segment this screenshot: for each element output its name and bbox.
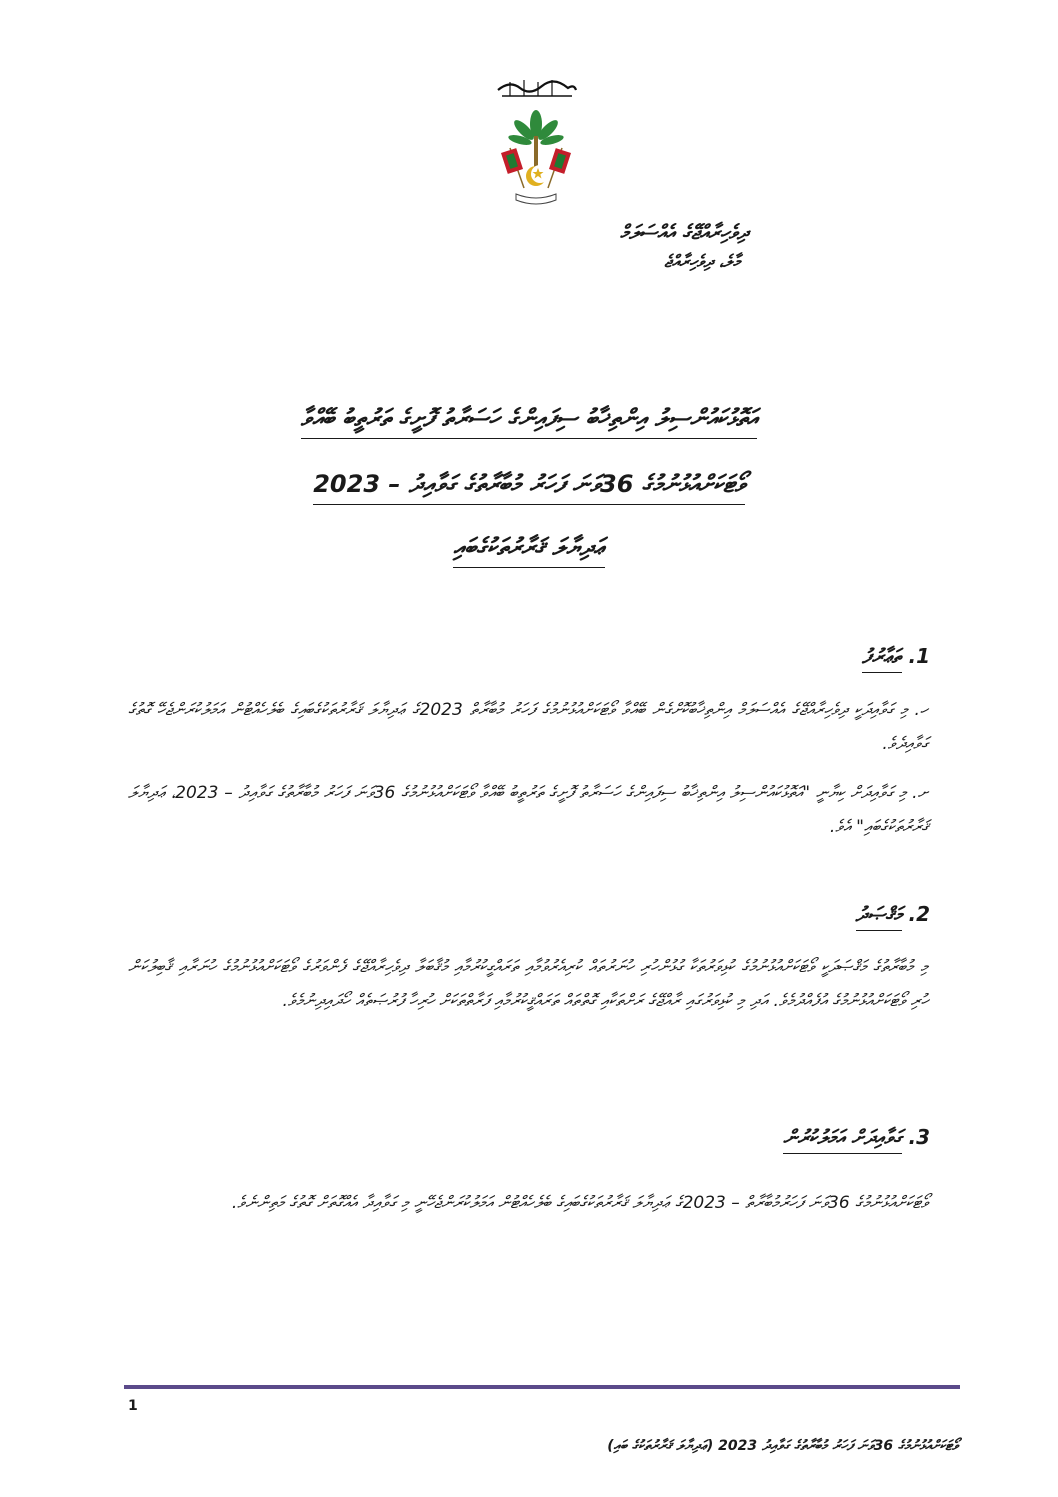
footer-rule	[124, 1385, 960, 1389]
page-number: 1	[128, 1398, 138, 1414]
document-title-line-1: އަތޮޅުކައުންސިލު އިންތިޚާބު ސިފައިންގެ ހަސަރާތު ފޮށީގެ ތަރުތީބު ބޭއްވާ	[0, 404, 1058, 439]
document-title-line-3: ޢަދިޔާލަ ޤަރާރުތަކުގެބައި	[0, 533, 1058, 568]
section-3-paragraph: ވޯޓަކަށްއުޅުނުމުގެ 36ވަނަ ފަހަރުމުބާރާތް – 2023ގެ ޢަދިޔާލަ ޤަރާރުތަކުގެބައިގެ ބެލެހެއްޓުން އަމަލުކުރަންޖެހޭނީ މި ގަވާއިދާ އެއްގޮތަށް ގޮތުގެ މަތިންނެވެ.	[231, 1193, 928, 1213]
section-1-paragraph-a: ހ. މި ގަވާއިދަކީ ދިވެހިރާއްޖޭގެ އެއްސަލަމް އިންތިޚާބުކޮށްގެން ބޭއްވާ ވޯޓަކަށްއުޅުނުމުގެ ފަހަރު މުބާރާތް 2023ގެ ޢަދިޔާލަ ޤަރާރުތަކުގެބައިގެ ބެލެހެއްޓުން އަމަލުކުރަންޖެހޭ ގޮތުގެ ގަވާއިދެވެ.	[128, 700, 928, 754]
location-line: މާލެ، ދިވެހިރާއްޖެ	[664, 252, 740, 272]
section-title: ތަޢާރުފު	[862, 644, 901, 673]
section-number: 3.	[908, 1125, 930, 1149]
national-emblem-icon	[490, 76, 582, 208]
section-heading-3	[783, 1125, 930, 1154]
footer-caption: ވޯޓަކަށްއުޅުނުމުގެ 36ވަނަ ފަހަރު މުބާރާތުގެ ގަވާއިދު 2023 (ޢަދިޔާލަ ޤަރާރުތަކުގެ ބައި)	[607, 1438, 958, 1454]
document-title-line-2: ވޯޓަކަށްއުޅުނުމުގެ 36ވަނަ ފަހަރު މުބާރާތުގެ ގަވާއިދު – 2023	[0, 470, 1058, 505]
section-1-paragraph-b: ށ. މި ގަވާއިދަށް ކިޔާނީ "އަތޮޅުކައުންސިލު އިންތިޚާބު ސިފައިންގެ ހަސަރާތު ފޮށީގެ ތަރުތީބު ބޭއްވާ ވޯޓަކަށްއުޅުނުމުގެ 36ވަނަ ފަހަރު މުބާރާތުގެ ގަވާއިދު – 2023، ޢަދިޔާލަ ޤަރާރުތަކުގެބައި" އެވެ.	[128, 783, 928, 837]
section-heading-2	[856, 902, 930, 931]
section-title: މަޤްޞަދު	[856, 902, 902, 931]
section-number: 1.	[908, 644, 930, 668]
section-heading-1	[862, 644, 930, 673]
section-2-paragraph: މި މުބާރާތުގެ މަޤްޞަދަކީ ވޯޓަކަށްއުޅުނުމުގެ ކުޅިވަރުތަކާ ގުޅުންހުރި ހުނަރުތައް ކުރިއެރުވުމާއި ތަރައްގީކުރުމާއި މުޤާބަލާ ދިވެހިރާއްޖޭގެ ފެންވަރުގެ ވޯޓަކަށްއުޅުނުމުގެ ހުނަރާއި ޤާބިލުކަން ހުރި ވޯޓަކަށްއުޅުނުމުގެ އުފެއްދުމެވެ. އަދި މި ކުޅިވަރުގައި ރާއްޖޭގެ ރަށްތަކާއި ގޮތްތައް ތަރައްޤީކުރުމާއި ފަރާތްތަކަށް ހުރިހާ ފުރުޞަތެއް ހޯދައިދިނުމެވެ.	[128, 957, 928, 1011]
section-title: ގަވާއިދަށް އަމަލުކުރުން	[783, 1125, 901, 1154]
ministry-name: ދިވެހިރާއްޖޭގެ އެއްސަލަމް	[619, 220, 748, 244]
section-number: 2.	[908, 902, 930, 926]
